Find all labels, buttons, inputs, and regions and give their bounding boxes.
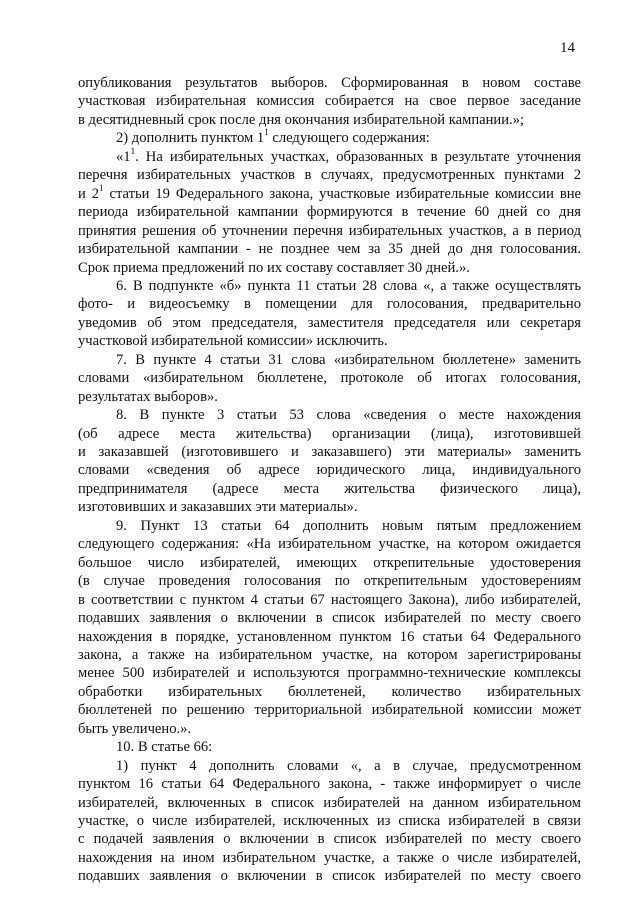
- text-line: следующего содержания: «На избирательном участке, на котором ожидается: [78, 536, 581, 553]
- text-line: принятия решения об уточнении перечня избирательных участков, а в период: [78, 222, 581, 239]
- text-line: изготовивших и заказавших эти материалы».: [78, 499, 358, 516]
- text-line: (в случае проведения голосования по открепительным удостоверениям: [78, 573, 581, 590]
- text-line: 7. В пункте 4 статьи 31 слова «избирательном бюллетене» заменить: [116, 351, 581, 368]
- page-number: 14: [560, 40, 575, 56]
- text-line: закона, а также на избирательном участке, на котором зарегистрированы: [78, 646, 581, 663]
- text-line: пунктом 16 статьи 64 Федерального закона, - также информирует о числе: [78, 776, 581, 793]
- text-line: фото- и видеосъемку в помещении для голосования, предварительно: [78, 296, 581, 313]
- text-line: периода избирательной кампании формируются в течение 60 дней со дня: [78, 204, 581, 221]
- text-line: 10. В статье 66:: [116, 739, 213, 756]
- text-line: Срок приема предложений по их составу составляет 30 дней.».: [78, 259, 470, 276]
- text-line: в десятидневный срок после дня окончания избирательной кампании.»;: [78, 111, 525, 128]
- text-line: перечня избирательных участков в случаях, предусмотренных пунктами 2: [78, 167, 581, 184]
- text-line: с подачей заявления о включении в список избирателей по месту своего: [78, 831, 581, 848]
- text-line: (об адресе места жительства) организации (лица), изготовившей: [78, 425, 581, 442]
- text-line: 9. Пункт 13 статьи 64 дополнить новым пятым предложением: [116, 517, 581, 534]
- text-line: нахождения на ином избирательном участке, а также о числе избирателей,: [78, 849, 581, 866]
- text-line: и заказавшей (изготовившего и заказавшего) эти материалы» заменить: [78, 444, 581, 460]
- text-line: бюллетеней по решению территориальной избирательной комиссии может: [78, 702, 581, 719]
- text-line: участке, о числе избирателей, исключенных из списка избирателей в связи: [78, 813, 581, 829]
- text-line: подавших заявления о включении в список избирателей по месту своего: [78, 610, 581, 627]
- text-line: уведомив об этом председателя, заместителя председателя или секретаря: [78, 314, 581, 331]
- text-line: избирателей, включенных в список избирателей на данном избирательном: [78, 794, 581, 811]
- text-line: участковая избирательная комиссия собирается на свое первое заседание: [78, 93, 581, 110]
- text-line: 1) пункт 4 дополнить словами «, а в случае, предусмотренном: [116, 757, 581, 774]
- text-line: словами «сведения об адресе юридического лица, индивидуального: [78, 462, 581, 479]
- text-line: результатах выборов».: [78, 388, 218, 405]
- text-line: обработки избирательных бюллетеней, количество избирательных: [78, 683, 581, 700]
- text-line: «$1^1$. На избирательных участках, образованных в результате уточнения: [116, 145, 581, 165]
- text-line: быть увеличено.».: [78, 720, 192, 737]
- text-line: 2) дополнить пунктом $1^1$ следующего содержания:: [116, 127, 430, 147]
- text-line: участковой избирательной комиссии» исключить.: [78, 333, 388, 350]
- text-line: подавших заявления о включении в список избирателей по месту своего: [78, 868, 581, 885]
- text-line: предпринимателя (адресе места жительства физического лица),: [78, 480, 581, 497]
- text-line: избирательной кампании - не позднее чем за 35 дней до дня голосования.: [78, 241, 581, 258]
- text-line: менее 500 избирателей и используются программно-технические комплексы: [78, 665, 581, 682]
- text-line: большое число избирателей, имеющих открепительные удостоверения: [78, 554, 581, 571]
- text-line: нахождения в порядке, установленном пунктом 16 статьи 64 Федерального: [78, 628, 581, 645]
- text-line: и $2^1$ статьи 19 Федерального закона, участковые избирательные комиссии вне: [78, 182, 581, 202]
- text-line: 6. В подпункте «б» пункта 11 статьи 28 слова «, а также осуществлять: [116, 277, 581, 294]
- text-line: в соответствии с пунктом 4 статьи 67 настоящего Закона), либо избирателей,: [78, 591, 581, 608]
- text-line: опубликования результатов выборов. Сформированная в новом составе: [78, 75, 581, 91]
- text-line: словами «избирательном бюллетене, протоколе об итогах голосования,: [78, 370, 581, 387]
- text-line: 8. В пункте 3 статьи 53 слова «сведения о месте нахождения: [116, 407, 581, 424]
